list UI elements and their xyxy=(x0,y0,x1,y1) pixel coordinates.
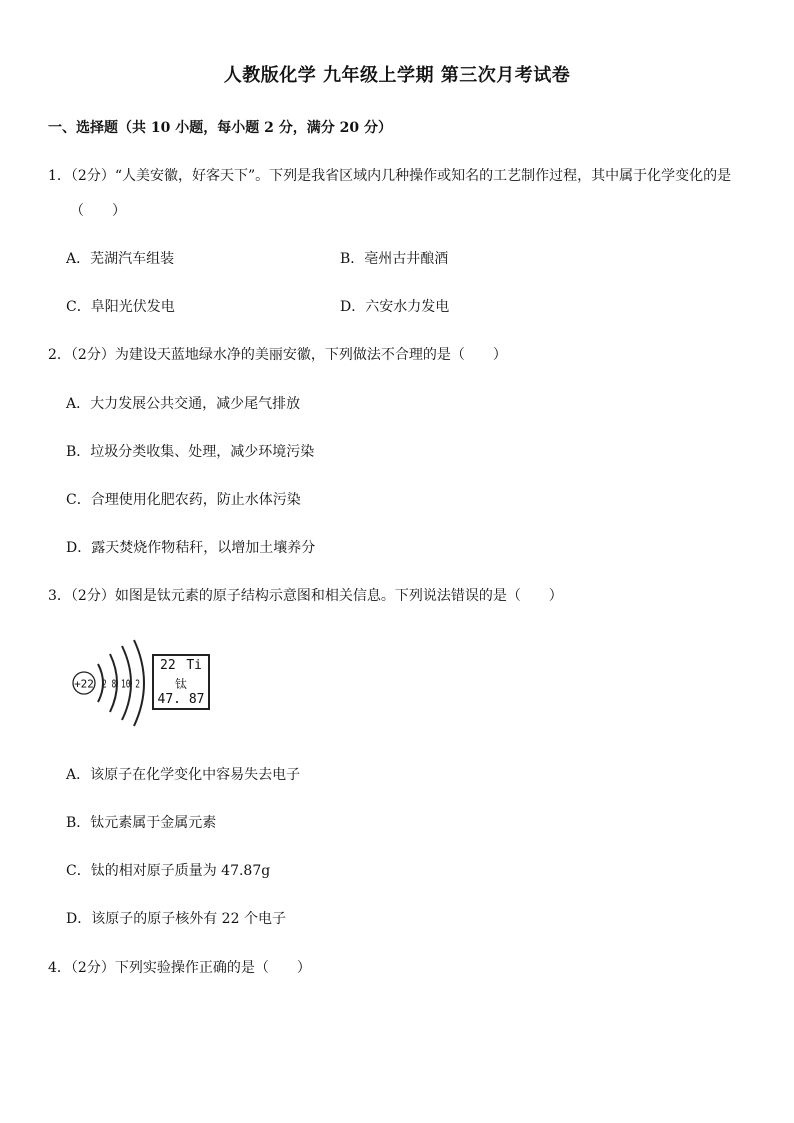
question-1-option-a[interactable]: A．芜湖汽车组装 xyxy=(66,251,175,267)
question-2-option-d[interactable]: D．露天焚烧作物秸秆，以增加土壤养分 xyxy=(66,540,316,556)
question-2-option-a[interactable]: A．大力发展公共交通，减少尾气排放 xyxy=(66,396,301,412)
question-3-option-a[interactable]: A．该原子在化学变化中容易失去电子 xyxy=(66,767,301,783)
element-name: 钛 xyxy=(174,677,187,691)
atom-structure-diagram xyxy=(68,632,158,732)
titanium-atom-figure xyxy=(68,632,218,732)
element-symbol: Ti xyxy=(186,658,202,673)
question-1-option-c[interactable]: C．阜阳光伏发电 xyxy=(66,299,175,315)
question-1-stem-cont: （ ） xyxy=(70,203,126,219)
element-atomic-number: 22 xyxy=(160,658,176,673)
exam-title: 人教版化学 九年级上学期 第三次月考试卷 xyxy=(223,65,571,86)
question-1-option-b[interactable]: B．亳州古井酿酒 xyxy=(340,251,449,267)
element-info-box xyxy=(152,654,210,710)
question-1-stem: 1．（2分）“人美安徽，好客天下”。下列是我省区域内几种操作或知名的工艺制作过程，其中属于化学变化的是 xyxy=(48,168,732,184)
question-3-option-c[interactable]: C．钛的相对原子质量为 47.87g xyxy=(66,863,271,879)
electron-shells: 2 8 10 2 xyxy=(102,677,140,691)
question-3-option-b[interactable]: B．钛元素属于金属元素 xyxy=(66,815,217,831)
question-2-stem: 2．（2分）为建设天蓝地绿水净的美丽安徽，下列做法不合理的是（ ） xyxy=(48,347,507,363)
section-heading: 一、选择题（共 10 小题，每小题 2 分，满分 20 分） xyxy=(48,120,392,136)
question-1-option-d[interactable]: D．六安水力发电 xyxy=(340,299,450,315)
question-2-option-b[interactable]: B．垃圾分类收集、处理，减少环境污染 xyxy=(66,444,315,460)
question-2-option-c[interactable]: C．合理使用化肥农药，防止水体污染 xyxy=(66,492,301,508)
question-3-stem: 3．（2分）如图是钛元素的原子结构示意图和相关信息。下列说法错误的是（ ） xyxy=(48,588,563,604)
question-4-stem: 4．（2分）下列实验操作正确的是（ ） xyxy=(48,960,311,976)
element-atomic-mass: 47. 87 xyxy=(157,692,205,707)
nucleus-charge: +22 xyxy=(74,677,94,691)
question-3-option-d[interactable]: D．该原子的原子核外有 22 个电子 xyxy=(66,911,286,927)
